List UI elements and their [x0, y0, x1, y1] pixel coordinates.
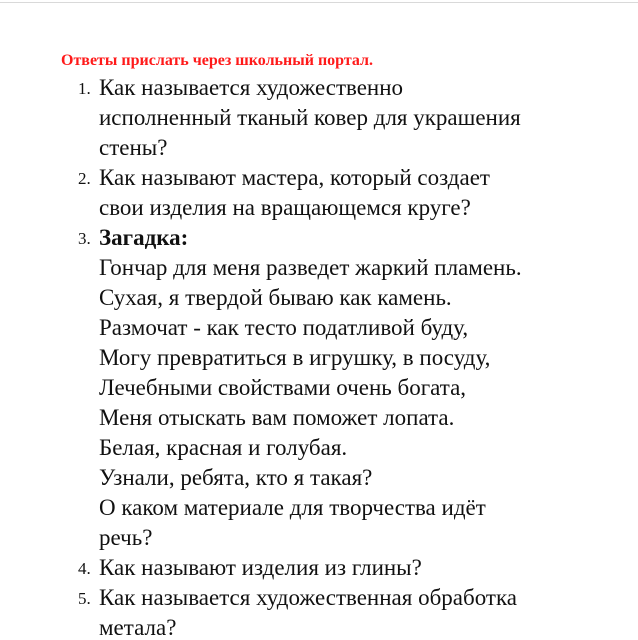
question-number: 5.: [78, 589, 91, 608]
top-divider: [0, 2, 638, 3]
riddle-line: Узнали, ребята, кто я такая?: [99, 465, 373, 490]
question-4: [0, 553, 619, 583]
question-5: [0, 583, 619, 640]
riddle-line: Размочат - как тесто податливой буду,: [99, 315, 469, 340]
question-number: 4.: [78, 559, 91, 578]
question-line: свои изделия на вращающемся круге?: [99, 195, 471, 220]
question-1: [0, 73, 619, 163]
riddle-line: Сухая, я твердой бываю как камень.: [99, 285, 452, 310]
question-number: 2.: [78, 169, 91, 188]
riddle-line: Белая, красная и голубая.: [99, 435, 348, 460]
riddle-question-line: речь?: [99, 525, 153, 550]
question-line: Как называют изделия из глины?: [99, 555, 422, 580]
riddle-line: Могу превратиться в игрушку, в посуду,: [99, 345, 491, 370]
question-line: исполненный тканый ковер для украшения: [99, 105, 521, 130]
question-line: метала?: [99, 615, 177, 640]
question-2: [0, 163, 619, 223]
question-line: Как называют мастера, который создает: [99, 165, 490, 190]
question-line: Как называется художественно: [99, 75, 404, 100]
riddle-line: Меня отыскать вам поможет лопата.: [99, 405, 455, 430]
question-line: стены?: [99, 135, 168, 160]
riddle-question-line: О каком материале для творчества идёт: [99, 495, 486, 520]
riddle-line: Гончар для меня разведет жаркий пламень.: [99, 255, 522, 280]
question-number: 1.: [78, 79, 91, 98]
riddle-line: Лечебными свойствами очень богата,: [99, 375, 467, 400]
question-number: 3.: [78, 229, 91, 248]
question-3-riddle: [0, 223, 619, 553]
question-line: Как называется художественная обработка: [99, 585, 517, 610]
instruction-text: Ответы прислать через школьный портал.: [61, 52, 374, 69]
questions-list: [0, 73, 638, 640]
riddle-title: Загадка:: [99, 225, 189, 250]
